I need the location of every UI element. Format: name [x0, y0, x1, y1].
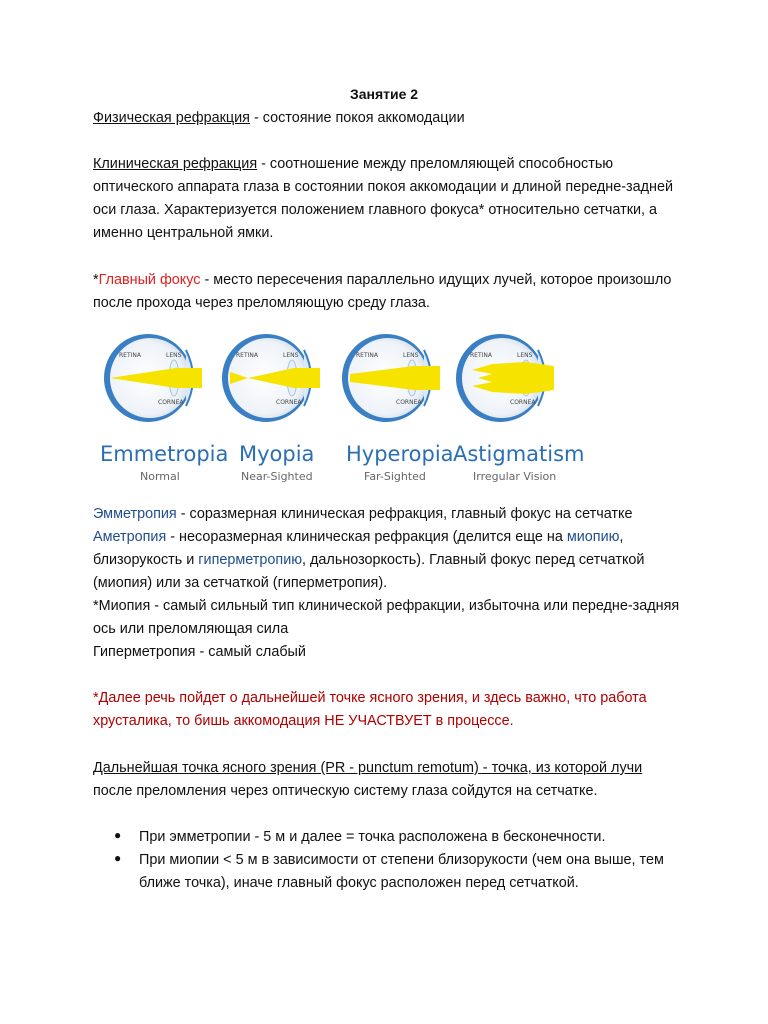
emmetropia-title: Emmetropia: [100, 442, 229, 466]
physical-refraction-line: [93, 107, 465, 130]
ametropia-text-a: близорукость и: [93, 552, 199, 568]
accommodation-note-line-2: хрусталика, то бишь аккомодация НЕ УЧАСТВУЕТ в процессе.: [93, 713, 514, 729]
ametropia-def: - несоразмерная клиническая рефракция (делится еще на: [166, 529, 567, 545]
cornea-label-1: CORNEA: [158, 399, 184, 406]
emmetropia-def: - соразмерная клиническая рефракция, главный фокус на сетчатке: [176, 506, 633, 522]
ametropia-comma: ,: [619, 529, 624, 545]
ametropia-term: Аметропия: [93, 529, 167, 545]
retina-label-2: RETINA: [236, 352, 258, 359]
emmetropia-subtitle: Normal: [140, 470, 180, 483]
myopia-note-line-2: ось или преломляющая сила: [93, 621, 289, 637]
myopia-link[interactable]: миопию: [566, 529, 620, 545]
lens-label-1: LENS: [166, 352, 182, 359]
retina-label-1: RETINA: [119, 352, 141, 359]
astigmatism-title: Astigmatism: [453, 442, 585, 466]
clinical-refraction-line-2: оптического аппарата глаза в состоянии покоя аккомодации и длиной передне-задней: [93, 179, 674, 195]
bullet-1-line-1: При эмметропии - 5 м и далее = точка расположена в бесконечности.: [139, 829, 606, 845]
bullet-2-line-2: ближе точка), иначе главный фокус расположен перед сетчаткой.: [139, 875, 579, 891]
clinical-refraction-line-3: оси глаза. Характеризуется положением главного фокуса* относительно сетчатки, а: [93, 202, 658, 218]
eye-myopia: [222, 334, 320, 422]
rays-4: [472, 362, 554, 394]
lens-label-3: LENS: [403, 352, 419, 359]
eye-astigmatism: [456, 334, 554, 422]
lens-label-4: LENS: [517, 352, 533, 359]
retina-label-3: RETINA: [356, 352, 378, 359]
main-focus-line-2: после прохода через преломляющую среду глаза.: [93, 295, 430, 311]
eye-hyperopia: [342, 334, 440, 422]
physical-refraction-term: Физическая рефракция: [93, 110, 250, 126]
ametropia-text-b: , дальнозоркость). Главный фокус перед сетчаткой: [302, 552, 645, 568]
ametropia-def-line: [93, 526, 623, 549]
eye-diagrams: [96, 330, 576, 440]
far-point-term: Дальнейшая точка ясного зрения (PR - punctum remotum) - точка, из которой лучи: [93, 760, 643, 776]
physical-refraction-def: - состояние покоя аккомодации: [249, 110, 465, 126]
myopia-note-line-1: *Миопия - самый сильный тип клинической рефракции, избыточна или передне-задняя: [93, 598, 680, 614]
hyperopia-subtitle: Far-Sighted: [364, 470, 426, 483]
clinical-refraction-term: Клиническая рефракция: [93, 156, 258, 172]
myopia-title: Myopia: [239, 442, 315, 466]
emmetropia-term: Эмметропия: [93, 506, 177, 522]
hypermetropia-note: Гиперметропия - самый слабый: [93, 644, 306, 660]
cornea-label-3: CORNEA: [396, 399, 422, 406]
main-focus-term: Главный фокус: [98, 272, 201, 288]
hypermetropia-link[interactable]: гиперметропию: [198, 552, 303, 568]
clinical-refraction-line-1: [93, 153, 613, 176]
cornea-label-2: CORNEA: [276, 399, 302, 406]
clinical-refraction-line-4: именно центральной ямки.: [93, 225, 274, 241]
emmetropia-def-line: [93, 503, 632, 526]
retina-label-4: RETINA: [470, 352, 492, 359]
myopia-subtitle: Near-Sighted: [241, 470, 313, 483]
footnote-star: *: [93, 272, 99, 288]
astigmatism-subtitle: Irregular Vision: [473, 470, 557, 483]
refraction-figure: [96, 330, 585, 490]
clinical-refraction-text: - соотношение между преломляющей способностью: [257, 156, 614, 172]
page-title: Занятие 2: [349, 86, 419, 102]
lens-label-2: LENS: [283, 352, 299, 359]
accommodation-note-line-1: *Далее речь пойдет о дальнейшей точке ясного зрения, и здесь важно, что работа: [93, 690, 647, 706]
cornea-label-4: CORNEA: [510, 399, 536, 406]
eye-emmetropia: [104, 334, 202, 422]
main-focus-text: - место пересечения параллельно идущих лучей, которое произошло: [200, 272, 672, 288]
ametropia-line-3: (миопия) или за сетчаткой (гиперметропия).: [93, 575, 388, 591]
bullet-2-line-1: При миопии < 5 м в зависимости от степени близорукости (чем она выше, тем: [139, 852, 664, 868]
hyperopia-title: Hyperopia: [346, 442, 454, 466]
bullet-mark-1: ●: [114, 828, 122, 842]
main-focus-line-1: [93, 269, 671, 292]
far-point-def: после преломления через оптическую систему глаза сойдутся на сетчатке.: [93, 783, 598, 799]
ametropia-line-2: [93, 549, 644, 572]
bullet-mark-2: ●: [114, 851, 122, 865]
